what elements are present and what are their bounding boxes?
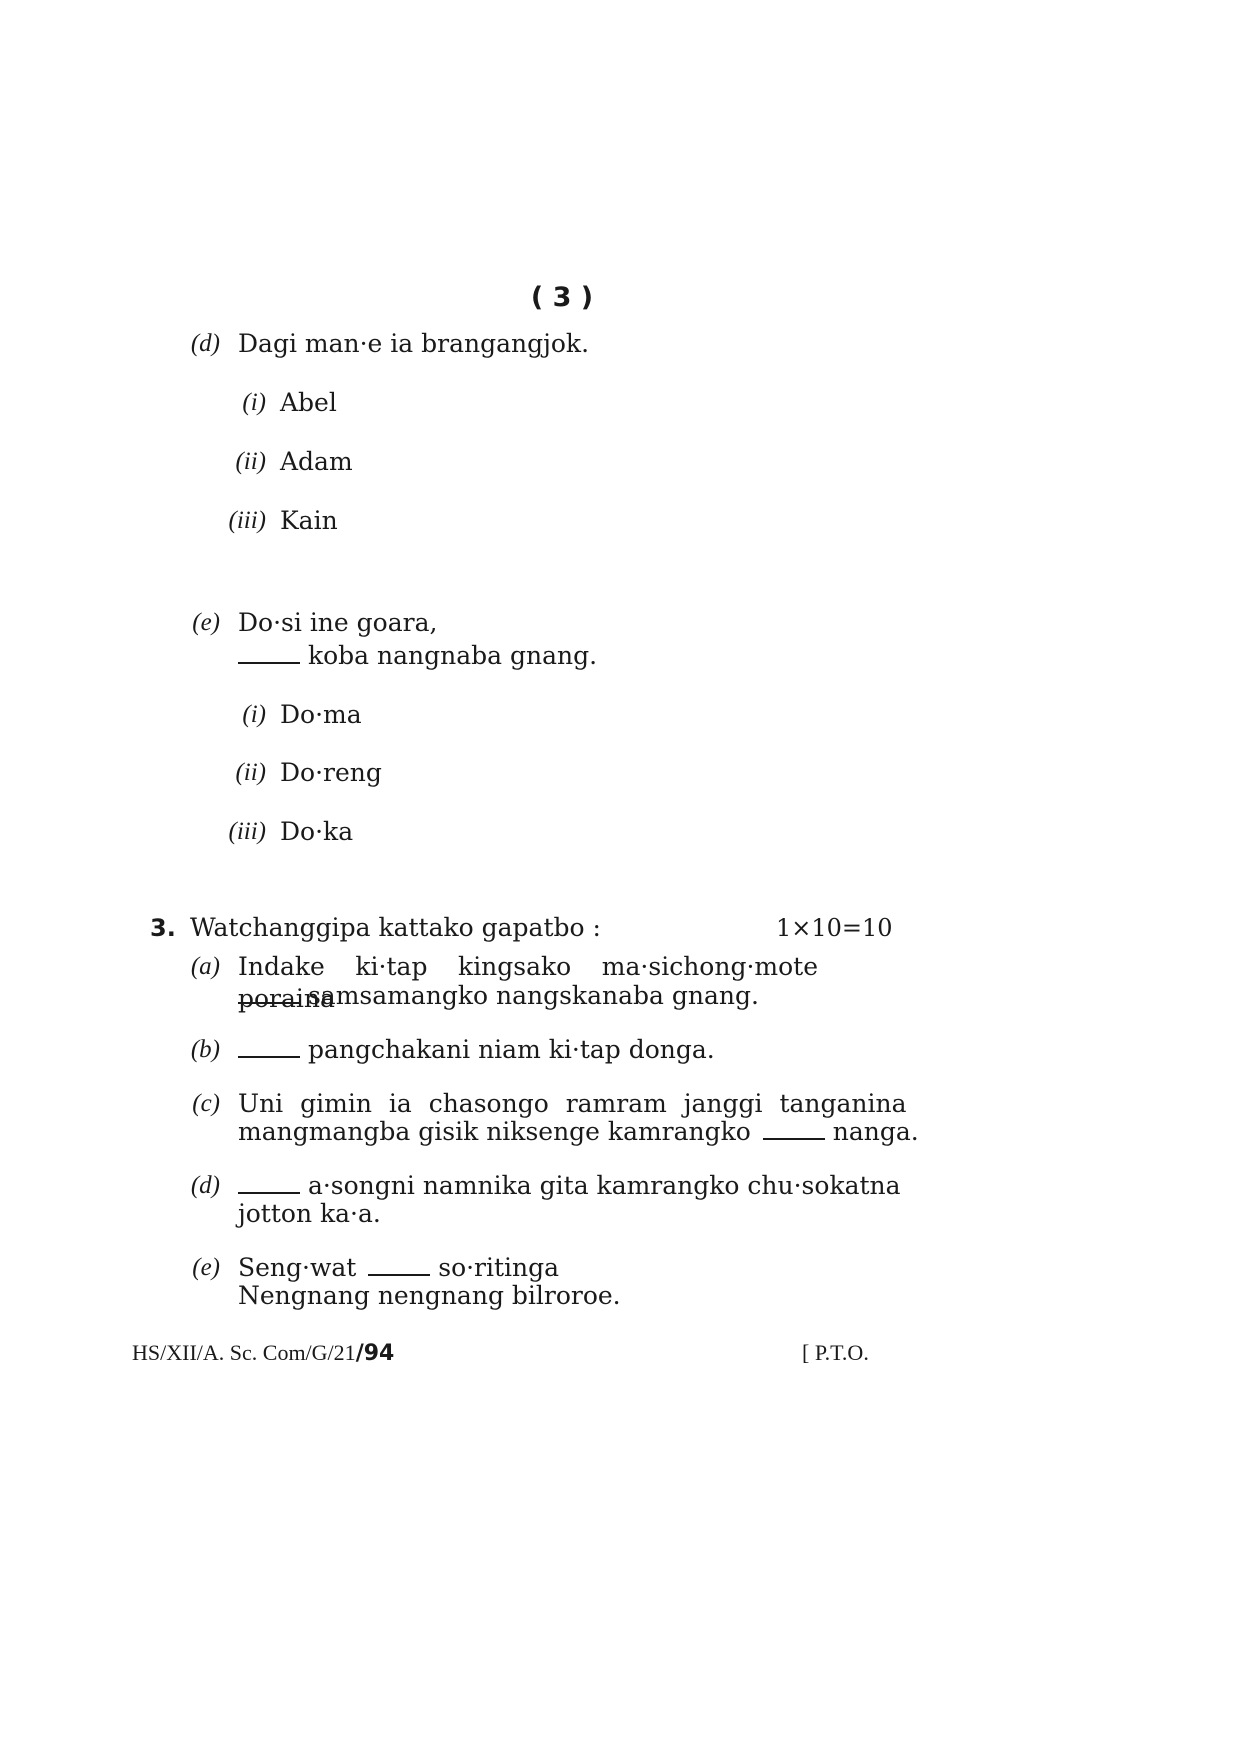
item-text: Uni gimin ia chasongo ramram janggi tanganina xyxy=(238,1089,907,1118)
item-label-d: (d) xyxy=(190,1172,220,1199)
item-text-e-line2 xyxy=(238,640,597,672)
option-label: (iii) xyxy=(228,818,266,845)
answer-blank xyxy=(368,1254,430,1276)
item-text-b xyxy=(238,1034,715,1066)
item-text-c-line2 xyxy=(238,1116,919,1148)
option-label: (iii) xyxy=(228,507,266,534)
answer-blank xyxy=(238,642,300,664)
item-text: koba nangnaba gnang. xyxy=(307,641,598,670)
question-marks: 1×10=10 xyxy=(776,914,893,942)
item-label-e: (e) xyxy=(192,1254,220,1281)
item-text-d-line2: jotton ka·a. xyxy=(238,1199,381,1228)
answer-blank xyxy=(763,1118,825,1140)
option-text: Kain xyxy=(280,506,338,535)
option-text: Abel xyxy=(280,388,337,417)
item-label-d: (d) xyxy=(190,330,220,357)
item-text-a-line2 xyxy=(238,980,759,1012)
item-text: so·ritinga xyxy=(438,1253,560,1282)
option-text: Do·ka xyxy=(280,817,354,846)
item-text: pangchakani niam ki·tap donga. xyxy=(307,1035,715,1064)
question-title: Watchanggipa kattako gapatbo : xyxy=(190,913,601,942)
question-number: 3. xyxy=(150,914,176,942)
item-label-a: (a) xyxy=(190,953,220,980)
option-text: Do·ma xyxy=(280,700,362,729)
answer-blank xyxy=(238,982,300,1004)
item-text: nanga. xyxy=(832,1117,919,1146)
pto-mark: [ P.T.O. xyxy=(802,1340,869,1365)
paper-code xyxy=(132,1339,394,1368)
option-label: (i) xyxy=(242,389,266,416)
option-text: Do·reng xyxy=(280,758,382,787)
item-text: Indake ki·tap kingsako ma·sichong·mote poraina xyxy=(238,952,818,1013)
option-label: (ii) xyxy=(235,448,266,475)
item-text: Seng·wat xyxy=(238,1253,357,1282)
answer-blank xyxy=(238,1036,300,1058)
answer-blank xyxy=(238,1172,300,1194)
item-text: mangmangba gisik niksenge kamrangko xyxy=(238,1117,751,1146)
item-text-d: Dagi man·e ia brangangjok. xyxy=(238,329,590,358)
option-text: Adam xyxy=(280,447,353,476)
item-text: a·songni namnika gita kamrangko chu·sokatna xyxy=(307,1171,901,1200)
item-label-e: (e) xyxy=(192,609,220,636)
paper-code-suffix: /94 xyxy=(355,1341,395,1366)
item-label-c: (c) xyxy=(192,1090,220,1117)
item-text-e-line1: Do·si ine goara, xyxy=(238,608,438,637)
item-label-b: (b) xyxy=(190,1036,220,1063)
item-text-e-line2: Nengnang nengnang bilroroe. xyxy=(238,1281,621,1310)
item-text: samsamangko nangskanaba gnang. xyxy=(307,981,759,1010)
page-number: ( 3 ) xyxy=(530,282,594,313)
paper-code-prefix: HS/XII/A. Sc. Com/G/21 xyxy=(132,1340,356,1365)
option-label: (ii) xyxy=(235,759,266,786)
option-label: (i) xyxy=(242,701,266,728)
